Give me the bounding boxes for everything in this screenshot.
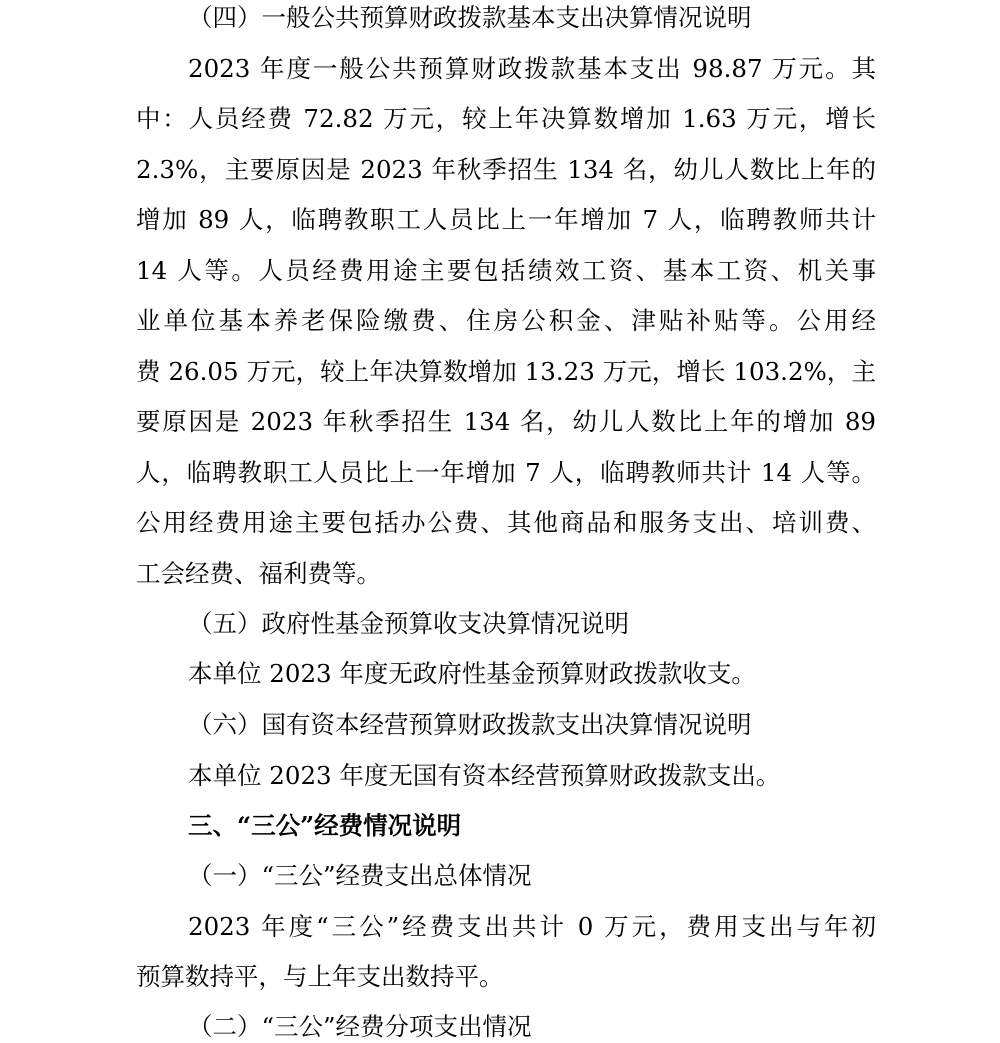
part3-sub1-line-2: 预算数持平，与上年支出数持平。: [136, 962, 504, 991]
part3-sub1-heading: （一）“三公”经费支出总体情况: [188, 861, 532, 890]
section4-paragraph-line-11: 工会经费、福利费等。: [136, 559, 381, 588]
section4-paragraph-line-2: 中：人员经费 72.82 万元，较上年决算数增加 1.63 万元，增长: [136, 104, 876, 133]
section4-paragraph-line-7: 费 26.05 万元，较上年决算数增加 13.23 万元，增长 103.2%，主: [136, 357, 876, 386]
part3-sub1-line-1: 2023 年度“三公”经费支出共计 0 万元，费用支出与年初: [188, 912, 876, 941]
section5-text: 本单位 2023 年度无政府性基金预算财政拨款收支。: [188, 659, 756, 688]
section5-heading: （五）政府性基金预算收支决算情况说明: [188, 609, 629, 638]
section4-paragraph-line-10: 公用经费用途主要包括办公费、其他商品和服务支出、培训费、: [136, 508, 876, 537]
section4-paragraph-line-4: 增加 89 人，临聘教职工人员比上一年增加 7 人，临聘教师共计: [136, 205, 876, 234]
section4-paragraph-line-3: 2.3%，主要原因是 2023 年秋季招生 134 名，幼儿人数比上年的: [136, 155, 876, 184]
section4-paragraph-line-9: 人，临聘教职工人员比上一年增加 7 人，临聘教师共计 14 人等。: [136, 458, 876, 487]
section4-heading: （四）一般公共预算财政拨款基本支出决算情况说明: [188, 3, 752, 32]
section4-paragraph-line-6: 业单位基本养老保险缴费、住房公积金、津贴补贴等。公用经: [136, 306, 876, 335]
section4-paragraph-line-5: 14 人等。人员经费用途主要包括绩效工资、基本工资、机关事: [136, 256, 876, 285]
section6-text: 本单位 2023 年度无国有资本经营预算财政拨款支出。: [188, 761, 781, 790]
part3-sub2-heading: （二）“三公”经费分项支出情况: [188, 1012, 532, 1041]
section6-heading: （六）国有资本经营预算财政拨款支出决算情况说明: [188, 710, 752, 739]
part3-heading: 三、“三公”经费情况说明: [188, 811, 462, 840]
section4-paragraph-line-8: 要原因是 2023 年秋季招生 134 名，幼儿人数比上年的增加 89: [136, 407, 876, 436]
section4-paragraph-line-1: 2023 年度一般公共预算财政拨款基本支出 98.87 万元。其: [188, 54, 876, 83]
